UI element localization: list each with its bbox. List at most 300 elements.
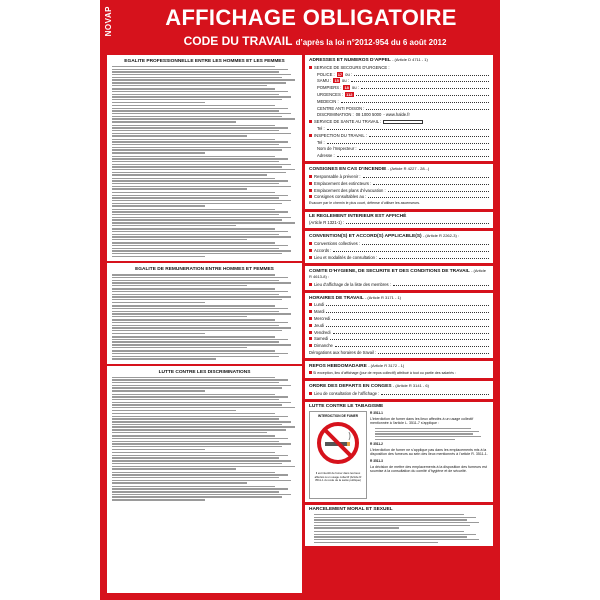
fill-line[interactable]	[359, 147, 489, 150]
text-line	[112, 402, 291, 403]
conventions-ref: - (Article R 2262-3) :	[422, 233, 459, 239]
text-line	[112, 468, 236, 469]
text-line	[112, 396, 288, 397]
poster-title: AFFICHAGE OBLIGATOIRE	[165, 5, 457, 30]
subtitle-main: CODE DU TRAVAIL	[183, 34, 293, 48]
section-egalite-pro-title: EGALITE PROFESSIONNELLE ENTRE LES HOMMES ET LES FEMMES	[124, 59, 285, 64]
fill-line[interactable]	[335, 344, 489, 347]
text-line	[112, 209, 275, 210]
text-line	[112, 108, 288, 109]
bullet-icon	[309, 283, 312, 286]
text-line	[112, 477, 279, 478]
legal-text-block	[112, 394, 297, 412]
section-discriminations-title: LUTTE CONTRE LES DISCRIMINATIONS	[158, 369, 251, 375]
tabac-article-text: La décision de mettre des emplacements à la disposition des fumeurs est soumise à la consultation du comité d’hygiène et de sécurité.	[370, 464, 487, 474]
samu-number: 15	[334, 78, 339, 84]
incendie-heading: CONSIGNES EN CAS D’INCENDIE	[309, 167, 387, 173]
text-line	[112, 274, 275, 275]
text-line	[112, 256, 205, 257]
text-line	[112, 316, 247, 317]
incendie-ref: - (Article R 4227 - 28...)	[387, 166, 430, 172]
fill-line[interactable]	[346, 221, 489, 224]
box-horaires	[305, 293, 493, 358]
text-line	[112, 435, 275, 436]
inspection-tel-label: Tel :	[317, 139, 325, 145]
fill-line[interactable]	[337, 154, 489, 157]
text-line	[112, 139, 275, 140]
text-line	[112, 228, 275, 229]
box-adresses	[305, 55, 493, 161]
bullet-icon	[309, 344, 312, 347]
bullet-icon	[309, 310, 312, 313]
conges-item-label: Lieu de consultation de l’affichage :	[314, 391, 380, 397]
text-line	[112, 234, 279, 235]
repos-text-label: Si exception, lieu d’affichage (jour de repos collectif) attribué à tout ou partie des salariés :	[313, 370, 456, 375]
fill-line[interactable]	[330, 337, 489, 340]
text-line	[112, 127, 288, 128]
text-line	[112, 158, 288, 159]
fill-line[interactable]	[379, 256, 489, 259]
text-line	[112, 164, 291, 165]
text-line	[112, 85, 267, 86]
left-column	[107, 55, 302, 593]
text-line	[112, 499, 205, 500]
text-line	[112, 418, 279, 419]
text-line	[112, 336, 275, 337]
text-line	[314, 536, 467, 537]
text-line	[112, 166, 282, 167]
text-line	[112, 344, 291, 345]
legal-text-block	[112, 377, 297, 392]
repos-title	[309, 363, 489, 369]
text-line	[112, 325, 279, 326]
conventions-item-label: Lieu et modalités de consultation :	[314, 254, 378, 260]
text-line	[314, 517, 476, 518]
section-egalite-remuneration-title: EGALITE DE REMUNERATION ENTRE HOMMES ET FEMMES	[135, 267, 274, 273]
text-line	[112, 253, 282, 254]
text-line	[112, 390, 205, 391]
fill-line[interactable]	[354, 73, 489, 76]
day-label: Vendredi	[314, 329, 331, 335]
right-column	[305, 55, 493, 593]
text-line	[112, 379, 288, 380]
poster	[100, 0, 500, 600]
adresses-title	[309, 57, 489, 63]
fill-line[interactable]	[381, 392, 489, 395]
derogations-label: Dérogations aux horaires de travail :	[309, 349, 377, 355]
fill-line[interactable]	[333, 331, 489, 334]
text-line	[112, 149, 282, 150]
text-line	[112, 188, 247, 189]
text-line	[112, 296, 291, 297]
text-line	[314, 542, 438, 543]
day-row	[309, 323, 489, 328]
reglement-heading: LE REGLEMENT INTERIEUR EST AFFICHÉ	[309, 213, 407, 219]
text-line	[112, 225, 236, 226]
text-line	[112, 79, 295, 80]
legal-text-block	[112, 288, 297, 303]
text-line	[112, 460, 291, 461]
section-egalite-remuneration-body	[107, 274, 302, 360]
bullet-icon	[309, 392, 312, 395]
fill-line[interactable]	[362, 242, 489, 245]
bullet-icon	[309, 195, 312, 198]
urgences-label: URGENCES :	[317, 91, 344, 97]
legal-text-block	[112, 452, 297, 470]
text-line	[112, 294, 279, 295]
legal-text-block	[112, 274, 297, 286]
subtitle-law: d’après la loi n°2012-954 du 6 août 2012	[295, 38, 447, 47]
incendie-item	[309, 188, 489, 193]
legal-text-block	[112, 472, 297, 484]
text-line	[112, 217, 291, 218]
no-smoking-icon	[316, 421, 360, 465]
discrimination-website: - www.halde.fr	[383, 112, 410, 118]
chsct-item	[309, 282, 489, 287]
text-line	[112, 66, 275, 67]
legal-text-block	[112, 66, 297, 86]
chsct-item-label: Lieu d’affichage de la liste des membres :	[314, 281, 391, 287]
text-line	[112, 350, 275, 351]
harcelement-heading: HARCELEMENT MORAL ET SEXUEL	[309, 507, 393, 513]
conventions-heading: CONVENTION(S) ET ACCORD(S) APPLICABLE(S)	[309, 234, 422, 240]
text-line	[112, 174, 267, 175]
text-line	[112, 330, 282, 331]
chsct-ref: - (Article R 4613-8) :	[309, 267, 486, 279]
tabac-article-text: L’interdiction de fumer ne s’applique pas dans les emplacements mis à la disposition des fumeurs au sein des lieux mentionnés à l’article R. 3511-1.	[370, 447, 488, 457]
text-line	[112, 192, 275, 193]
text-line	[112, 313, 291, 314]
legal-text-block	[112, 435, 297, 450]
text-line	[112, 169, 295, 170]
text-line	[314, 514, 464, 515]
poster-subtitle	[140, 34, 490, 48]
text-line	[314, 527, 399, 528]
repos-heading: REPOS HEBDOMADAIRE	[309, 363, 367, 369]
text-line	[375, 431, 479, 432]
text-line	[112, 496, 282, 497]
police-label: POLICE :	[317, 71, 335, 77]
text-line	[112, 416, 288, 417]
day-label: Jeudi	[314, 322, 325, 328]
sante-label: SERVICE DE SANTE AU TRAVAIL :	[314, 119, 382, 125]
text-line	[112, 377, 275, 378]
text-line	[112, 488, 288, 489]
text-line	[112, 455, 288, 456]
text-line	[112, 457, 279, 458]
text-line	[112, 113, 291, 114]
fill-line[interactable]	[378, 351, 489, 354]
day-row	[309, 302, 489, 307]
text-line	[112, 214, 279, 215]
fill-line[interactable]	[363, 175, 489, 178]
legal-text-block	[112, 88, 297, 103]
text-line	[112, 385, 291, 386]
day-row	[309, 336, 489, 341]
section-egalite-pro-body	[107, 66, 302, 257]
text-line	[112, 491, 279, 492]
bullet-icon	[309, 324, 312, 327]
text-line	[112, 474, 288, 475]
text-line	[112, 311, 279, 312]
legal-text-block	[112, 209, 297, 227]
legal-text-block	[314, 531, 484, 543]
legal-text-block	[375, 428, 484, 440]
text-line	[112, 88, 275, 89]
fill-line[interactable]	[351, 79, 489, 82]
text-line	[112, 118, 295, 119]
or-label: ou :	[351, 85, 359, 91]
legal-text-block	[112, 350, 297, 359]
text-line	[112, 211, 288, 212]
bullet-icon	[309, 317, 312, 320]
text-line	[314, 539, 479, 540]
fill-line[interactable]	[361, 86, 489, 89]
text-line	[112, 121, 236, 122]
legal-text-block	[112, 305, 297, 317]
legal-text-block	[314, 514, 484, 529]
text-line	[112, 353, 288, 354]
box-repos	[305, 361, 493, 378]
text-line	[112, 239, 247, 240]
text-line	[112, 71, 279, 72]
text-line	[112, 472, 275, 473]
legal-text-block	[112, 486, 297, 501]
legal-text-block	[112, 178, 297, 190]
or-label: ou :	[345, 71, 353, 77]
pompiers-row	[309, 85, 489, 90]
text-line	[112, 186, 291, 187]
text-line	[112, 494, 291, 495]
text-line	[112, 180, 288, 181]
text-line	[112, 96, 291, 97]
text-line	[112, 183, 279, 184]
harcelement-body	[309, 514, 489, 543]
tabac-content	[309, 411, 489, 499]
incendie-item-label: Responsable à prévenir :	[314, 173, 361, 179]
text-line	[112, 356, 279, 357]
conventions-item	[309, 255, 489, 260]
tabac-heading: LUTTE CONTRE LE TABAGISME	[309, 404, 384, 410]
day-label: Mardi	[314, 309, 325, 315]
box-conges	[305, 381, 493, 399]
horaires-heading: HORAIRES DE TRAVAIL	[309, 295, 364, 301]
police-row	[309, 72, 489, 77]
text-line	[112, 152, 205, 153]
text-line	[112, 339, 288, 340]
fill-line[interactable]	[356, 93, 489, 96]
secours-label: SERVICE DE SECOURS D’URGENCE :	[314, 64, 390, 70]
text-line	[112, 250, 291, 251]
conges-heading: ORDRE DES DEPARTS EN CONGES	[309, 384, 392, 390]
incendie-item	[309, 181, 489, 186]
conges-ref: - (Article R 3141 - 6)	[392, 383, 429, 389]
text-line	[112, 116, 282, 117]
fill-line[interactable]	[326, 310, 489, 313]
text-line	[112, 172, 286, 173]
inspection-label: INSPECTION DU TRAVAIL :	[314, 132, 367, 138]
day-label: Dimanche	[314, 343, 333, 349]
incendie-item-label: Consignes consultables au :	[314, 194, 367, 200]
text-line	[112, 178, 275, 179]
text-line	[112, 482, 247, 483]
legal-text-block	[112, 105, 297, 123]
text-line	[112, 277, 288, 278]
text-line	[112, 280, 279, 281]
text-line	[112, 291, 288, 292]
text-line	[112, 429, 286, 430]
tabac-article-ref: R 3511-2	[370, 442, 383, 447]
conventions-item	[309, 248, 489, 253]
text-line	[112, 245, 288, 246]
fill-line[interactable]	[327, 141, 489, 144]
adresse-label: Adresse :	[317, 153, 335, 159]
bullet-icon	[309, 66, 312, 69]
text-line	[112, 452, 275, 453]
reglement-ref: (Article R 1321-1) :	[309, 220, 345, 226]
tabac-article-lines	[370, 428, 489, 440]
text-line	[112, 156, 275, 157]
fill-line[interactable]	[369, 134, 489, 137]
text-line	[112, 282, 291, 283]
day-label: Lundi	[314, 302, 325, 308]
text-line	[112, 144, 279, 145]
text-line	[112, 219, 282, 220]
day-row	[309, 316, 489, 321]
tabac-article-ref: R 3511-1	[370, 411, 383, 416]
medecin-row	[309, 99, 489, 104]
text-line	[112, 288, 275, 289]
conventions-item	[309, 241, 489, 246]
conges-title	[309, 383, 489, 389]
fill-box[interactable]	[383, 120, 423, 124]
bullet-icon	[309, 120, 312, 123]
text-line	[112, 141, 288, 142]
box-chsct	[305, 266, 493, 290]
text-line	[112, 197, 279, 198]
text-line	[112, 195, 288, 196]
fill-line[interactable]	[373, 182, 489, 185]
text-line	[112, 99, 282, 100]
fill-line[interactable]	[366, 107, 489, 110]
inspecteur-label: Nom de l’Inspecteur :	[317, 146, 357, 152]
divider	[107, 261, 302, 263]
fill-line[interactable]	[326, 303, 489, 306]
fill-line[interactable]	[368, 195, 489, 198]
text-line	[112, 424, 282, 425]
text-line	[112, 205, 205, 206]
text-line	[112, 242, 275, 243]
text-line	[112, 102, 205, 103]
conventions-item-label: Accords :	[314, 248, 332, 253]
brand-logo	[104, 6, 116, 46]
text-line	[112, 446, 282, 447]
pompiers-label: POMPIERS :	[317, 85, 342, 91]
text-line	[112, 347, 247, 348]
adresse-row	[309, 153, 489, 158]
horaires-ref: - (Article R 3171 - 1)	[364, 294, 401, 300]
discrimination-row	[309, 112, 489, 117]
tabac-article-text: L’interdiction de fumer dans les lieux affectés à un usage collectif mentionnée à l’article L. 3511-7 s’applique :	[370, 416, 474, 426]
discrimination-number: 08 1000 5000	[355, 112, 382, 118]
fill-line[interactable]	[393, 283, 489, 286]
text-line	[112, 147, 291, 148]
conventions-item-label: Conventions collectives :	[314, 241, 361, 247]
text-line	[112, 407, 295, 408]
text-line	[112, 77, 282, 78]
chsct-heading: COMITE D’HYGIENE, DE SECURITE ET DES CONDITIONS DE TRAVAIL	[309, 268, 470, 274]
urgences-row	[309, 92, 489, 97]
text-line	[112, 399, 279, 400]
day-row	[309, 309, 489, 314]
text-line	[112, 319, 275, 320]
section-discriminations-body	[107, 377, 302, 501]
day-label: Samedi	[314, 336, 329, 342]
or-label: ou :	[341, 78, 349, 84]
bullet-icon	[309, 175, 312, 178]
text-line	[112, 125, 275, 126]
fill-line[interactable]	[388, 189, 489, 192]
text-line	[112, 486, 275, 487]
text-line	[112, 302, 205, 303]
sign-caption: INTERDICTION DE FUMER	[317, 414, 359, 419]
text-line	[314, 531, 464, 532]
text-line	[112, 394, 275, 395]
adresses-ref: - (Article D 4711 - 1)	[392, 57, 428, 62]
no-smoking-sign	[309, 411, 367, 499]
conventions-title	[309, 233, 489, 239]
bullet-icon	[309, 189, 312, 192]
text-line	[112, 308, 288, 309]
legal-text-block	[112, 336, 297, 348]
text-line	[375, 436, 481, 437]
legal-text-block	[112, 192, 297, 207]
tabac-articles	[370, 411, 489, 499]
bullet-icon	[309, 134, 312, 137]
divider	[107, 364, 302, 366]
legal-text-block	[112, 139, 297, 154]
fill-line[interactable]	[333, 249, 489, 252]
police-number: 17	[337, 71, 343, 77]
fill-line[interactable]	[326, 324, 489, 327]
day-row	[309, 343, 489, 348]
text-line	[112, 432, 267, 433]
bullet-icon	[309, 242, 312, 245]
bullet-icon	[309, 256, 312, 259]
text-line	[112, 387, 282, 388]
fill-line[interactable]	[327, 127, 489, 130]
incendie-item	[309, 174, 489, 179]
text-line	[112, 404, 282, 405]
text-line	[112, 161, 279, 162]
legal-text-block	[112, 156, 297, 176]
text-line	[112, 222, 295, 223]
tabac-article-ref: R 3511-3	[370, 459, 383, 464]
bullet-icon	[309, 337, 312, 340]
samu-row	[309, 78, 489, 83]
text-line	[112, 327, 291, 328]
fill-line[interactable]	[332, 317, 489, 320]
text-line	[112, 333, 205, 334]
text-line	[112, 135, 247, 136]
text-line	[112, 305, 275, 306]
text-line	[112, 441, 279, 442]
text-line	[112, 463, 282, 464]
text-line	[112, 322, 288, 323]
fill-line[interactable]	[341, 100, 489, 103]
sante-tel-label: Tel :	[317, 125, 325, 131]
text-line	[112, 449, 205, 450]
